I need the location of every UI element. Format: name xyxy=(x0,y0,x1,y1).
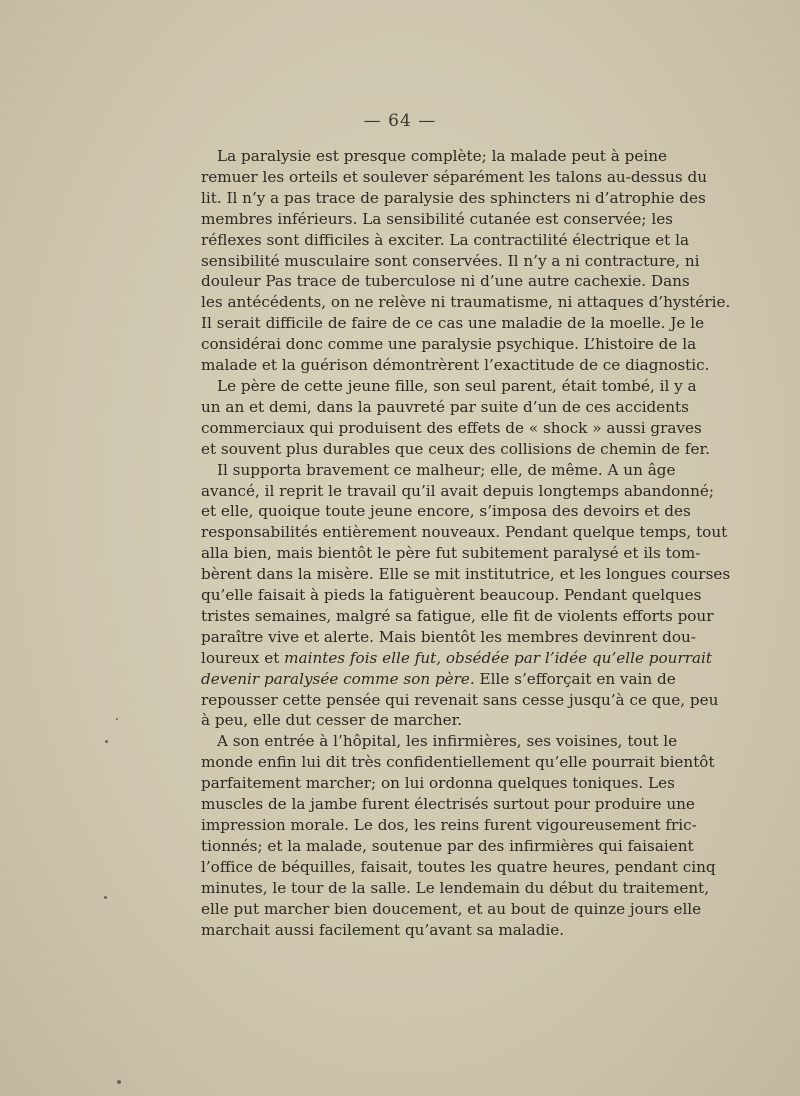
text-line xyxy=(201,501,691,522)
text-line xyxy=(201,627,696,648)
paper-speck xyxy=(104,896,107,899)
line-text: loureux et xyxy=(201,648,285,667)
text-line xyxy=(201,355,710,376)
line-text: minutes, le tour de la salle. Le lendemain du début du traitement, xyxy=(201,878,710,897)
line-text: tionnés; et la malade, soutenue par des infirmières qui faisaient xyxy=(201,836,694,855)
line-text-after: Elle s’efforçait en vain de xyxy=(474,669,676,688)
text-line xyxy=(201,251,700,272)
line-text: commerciaux qui produisent des effets de « shock » aussi graves xyxy=(201,418,702,437)
text-line xyxy=(201,167,708,188)
paper-speck xyxy=(116,718,118,720)
text-line xyxy=(201,690,719,711)
line-text: Il supporta bravement ce malheur; elle, de même. A un âge xyxy=(217,460,676,479)
text-line xyxy=(201,920,667,941)
text-line xyxy=(201,271,690,292)
text-line xyxy=(201,878,710,899)
text-line xyxy=(201,899,702,920)
line-text: A son entrée à l’hôpital, les infirmières, ses voisines, tout le xyxy=(217,732,678,751)
text-line xyxy=(201,334,697,355)
text-line xyxy=(201,313,705,334)
line-text: Le père de cette jeune fille, son seul parent, était tombé, il y a xyxy=(217,376,697,395)
text-line xyxy=(201,292,731,313)
line-text: l’office de béquilles, faisait, toutes les quatre heures, pendant cinq xyxy=(201,857,716,876)
line-text: lit. Il n’y a pas trace de paralysie des sphincters ni d’atrophie des xyxy=(201,188,706,207)
line-text: muscles de la jambe furent électrisés surtout pour produire une xyxy=(201,795,695,814)
paper-speck xyxy=(117,1080,121,1084)
line-text: un an et demi, dans la pauvreté par suite d’un de ces accidents xyxy=(201,397,689,416)
line-text: repousser cette pensée qui revenait sans cesse jusqu’à ce que, peu xyxy=(201,690,719,709)
text-line xyxy=(201,794,695,815)
text-line xyxy=(201,815,697,836)
text-line xyxy=(201,773,675,794)
text-line xyxy=(201,669,676,690)
line-text: douleur Pas trace de tuberculose ni d’une autre cachexie. Dans xyxy=(201,272,690,291)
line-italic-text: devenir paralysée comme son père. xyxy=(201,669,475,688)
text-line xyxy=(201,564,731,585)
text-line xyxy=(201,397,689,418)
text-line xyxy=(201,439,710,460)
line-text: tristes semaines, malgré sa fatigue, elle fit de violents efforts pour xyxy=(201,606,714,625)
line-text: qu’elle faisait à pieds la fatiguèrent beaucoup. Pendant quelques xyxy=(201,586,702,605)
line-text: elle put marcher bien doucement, et au bout de quinze jours elle xyxy=(201,899,702,918)
text-line xyxy=(201,188,706,209)
text-line xyxy=(201,209,673,230)
text-line xyxy=(201,418,702,439)
line-text: et souvent plus durables que ceux des collisions de chemin de fer. xyxy=(201,439,710,458)
line-text: réflexes sont difficiles à exciter. La contractilité électrique et la xyxy=(201,230,690,249)
text-line xyxy=(201,710,667,731)
line-text: avancé, il reprit le travail qu’il avait depuis longtemps abandonné; xyxy=(201,481,714,500)
line-text: La paralysie est presque complète; la malade peut à peine xyxy=(217,147,667,165)
text-line xyxy=(201,481,714,502)
line-text: impression morale. Le dos, les reins furent vigoureusement fric- xyxy=(201,816,697,834)
text-line xyxy=(201,585,702,606)
text-line xyxy=(201,836,694,857)
body-text xyxy=(201,146,731,940)
text-line xyxy=(201,146,667,167)
text-line xyxy=(201,230,690,251)
line-text: responsabilités entièrement nouveaux. Pendant quelque temps, tout xyxy=(201,523,728,542)
line-text: Il serait difficile de faire de ce cas une maladie de la moelle. Je le xyxy=(201,314,705,333)
line-text: malade et la guérison démontrèrent l’exactitude de ce diagnostic. xyxy=(201,356,710,375)
text-line xyxy=(201,731,678,752)
line-text: alla bien, mais bientôt le père fut subitement paralysé et ils tom- xyxy=(201,544,701,563)
line-text: et elle, quoique toute jeune encore, s’imposa des devoirs et des xyxy=(201,502,691,521)
line-italic-text: maintes fois elle fut, obsédée par l’idée qu’elle pourrait xyxy=(284,648,712,667)
text-line xyxy=(201,460,676,481)
line-text: membres inférieurs. La sensibilité cutanée est conservée; les xyxy=(201,209,673,228)
text-line xyxy=(201,522,728,543)
line-text: à peu, elle dut cesser de marcher. xyxy=(201,711,463,730)
line-text: considérai donc comme une paralysie psychique. L’histoire de la xyxy=(201,335,697,354)
line-text: bèrent dans la misère. Elle se mit institutrice, et les longues courses xyxy=(201,565,731,584)
text-line xyxy=(201,543,701,564)
line-text: marchait aussi facilement qu’avant sa maladie. xyxy=(201,920,565,939)
line-text: parfaitement marcher; on lui ordonna quelques toniques. Les xyxy=(201,774,675,793)
paper-speck xyxy=(105,740,108,743)
line-text: les antécédents, on ne relève ni traumatisme, ni attaques d’hystérie. xyxy=(201,293,731,312)
line-text: monde enfin lui dit très confidentiellement qu’elle pourrait bientôt xyxy=(201,753,715,772)
line-text: sensibilité musculaire sont conservées. Il n’y a ni contracture, ni xyxy=(201,251,700,270)
text-line xyxy=(201,648,712,669)
line-text: paraître vive et alerte. Mais bientôt les membres devinrent dou- xyxy=(201,627,696,646)
text-line xyxy=(201,606,714,627)
text-line xyxy=(201,752,715,773)
page-number: — 64 — xyxy=(363,111,437,131)
text-line xyxy=(201,857,716,878)
line-text: remuer les orteils et soulever séparément les talons au-dessus du xyxy=(201,167,708,186)
text-line xyxy=(201,376,697,397)
